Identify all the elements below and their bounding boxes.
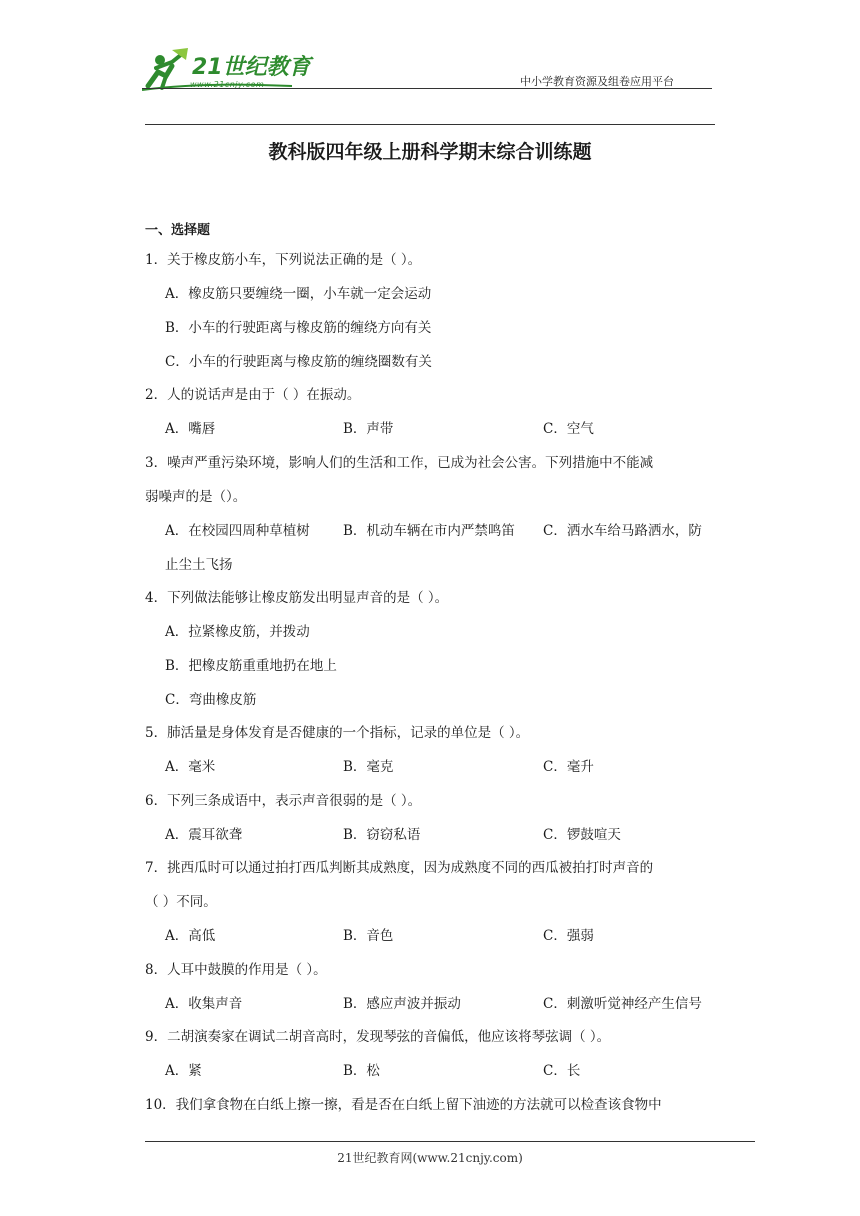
- question-3-option-b: B．机动车辆在市内严禁鸣笛: [343, 523, 515, 539]
- question-8-option-a: A．收集声音: [165, 996, 243, 1012]
- title-divider: [145, 124, 715, 125]
- question-7-option-b: B．音色: [343, 928, 394, 944]
- question-3-text-line-2: 弱噪声的是（）。: [145, 489, 247, 505]
- question-1-option-a: A．橡皮筋只要缠绕一圈，小车就一定会运动: [165, 286, 432, 302]
- header-divider: [142, 88, 712, 89]
- question-9-text: 9．二胡演奏家在调试二胡音高时，发现琴弦的音偏低，他应该将琴弦调（ ）。: [145, 1029, 611, 1045]
- question-2-option-a: A．嘴唇: [165, 421, 216, 437]
- question-8-option-b: B．感应声波并振动: [343, 996, 461, 1012]
- question-5-option-c: C．毫升: [543, 759, 594, 775]
- question-8-option-c: C．刺激听觉神经产生信号: [543, 996, 702, 1012]
- platform-name: 中小学教育资源及组卷应用平台: [520, 75, 674, 88]
- question-4-option-c: C．弯曲橡皮筋: [165, 692, 257, 708]
- question-1-text: 1．关于橡皮筋小车，下列说法正确的是（ ）。: [145, 252, 422, 268]
- question-6-text: 6．下列三条成语中，表示声音很弱的是（ ）。: [145, 793, 422, 809]
- question-5-option-b: B．毫克: [343, 759, 394, 775]
- section-heading: 一、选择题: [145, 223, 211, 238]
- question-1-option-c: C．小车的行驶距离与橡皮筋的缠绕圈数有关: [165, 354, 432, 370]
- question-2-option-b: B．声带: [343, 421, 394, 437]
- question-1-option-b: B．小车的行驶距离与橡皮筋的缠绕方向有关: [165, 320, 432, 336]
- question-7-text-line-2: （ ）不同。: [145, 894, 217, 910]
- question-5-text: 5．肺活量是身体发育是否健康的一个指标，记录的单位是（ ）。: [145, 725, 530, 741]
- logo-text: 21世纪教育: [192, 55, 311, 80]
- document-title: 教科版四年级上册科学期末综合训练题: [268, 141, 592, 163]
- question-6-option-b: B．窃窃私语: [343, 827, 421, 843]
- question-9-option-c: C．长: [543, 1063, 581, 1079]
- question-4-text: 4．下列做法能够让橡皮筋发出明显声音的是（ ）。: [145, 590, 449, 606]
- question-6-option-a: A．震耳欲聋: [165, 827, 243, 843]
- question-4-option-a: A．拉紧橡皮筋，并拨动: [165, 624, 310, 640]
- question-4-option-b: B．把橡皮筋重重地扔在地上: [165, 658, 337, 674]
- question-3-option-c: C．洒水车给马路洒水，防: [543, 523, 702, 539]
- question-3-option-a: A．在校园四周种草植树: [165, 523, 310, 539]
- footer-divider: [145, 1141, 755, 1142]
- question-9-option-a: A．紧: [165, 1063, 202, 1079]
- question-3-option-c-continued: 止尘土飞扬: [165, 557, 233, 573]
- question-7-text-line-1: 7．挑西瓜时可以通过拍打西瓜判断其成熟度，因为成熟度不同的西瓜被拍打时声音的: [145, 860, 654, 876]
- logo-url: www.21cnjy.com: [190, 80, 265, 89]
- question-8-text: 8．人耳中鼓膜的作用是（ ）。: [145, 962, 327, 978]
- question-7-option-a: A．高低: [165, 928, 216, 944]
- question-5-option-a: A．毫米: [165, 759, 216, 775]
- question-6-option-c: C．锣鼓喧天: [543, 827, 621, 843]
- question-9-option-b: B．松: [343, 1063, 380, 1079]
- question-10-text: 10．我们拿食物在白纸上擦一擦，看是否在白纸上留下油迹的方法就可以检查该食物中: [145, 1097, 662, 1113]
- footer-text: 21世纪教育网(www.21cnjy.com): [337, 1151, 523, 1165]
- question-2-option-c: C．空气: [543, 421, 594, 437]
- question-7-option-c: C．强弱: [543, 928, 594, 944]
- question-3-text-line-1: 3．噪声严重污染环境，影响人们的生活和工作，已成为社会公害。下列措施中不能减: [145, 455, 654, 471]
- question-2-text: 2．人的说话声是由于（ ）在振动。: [145, 387, 361, 403]
